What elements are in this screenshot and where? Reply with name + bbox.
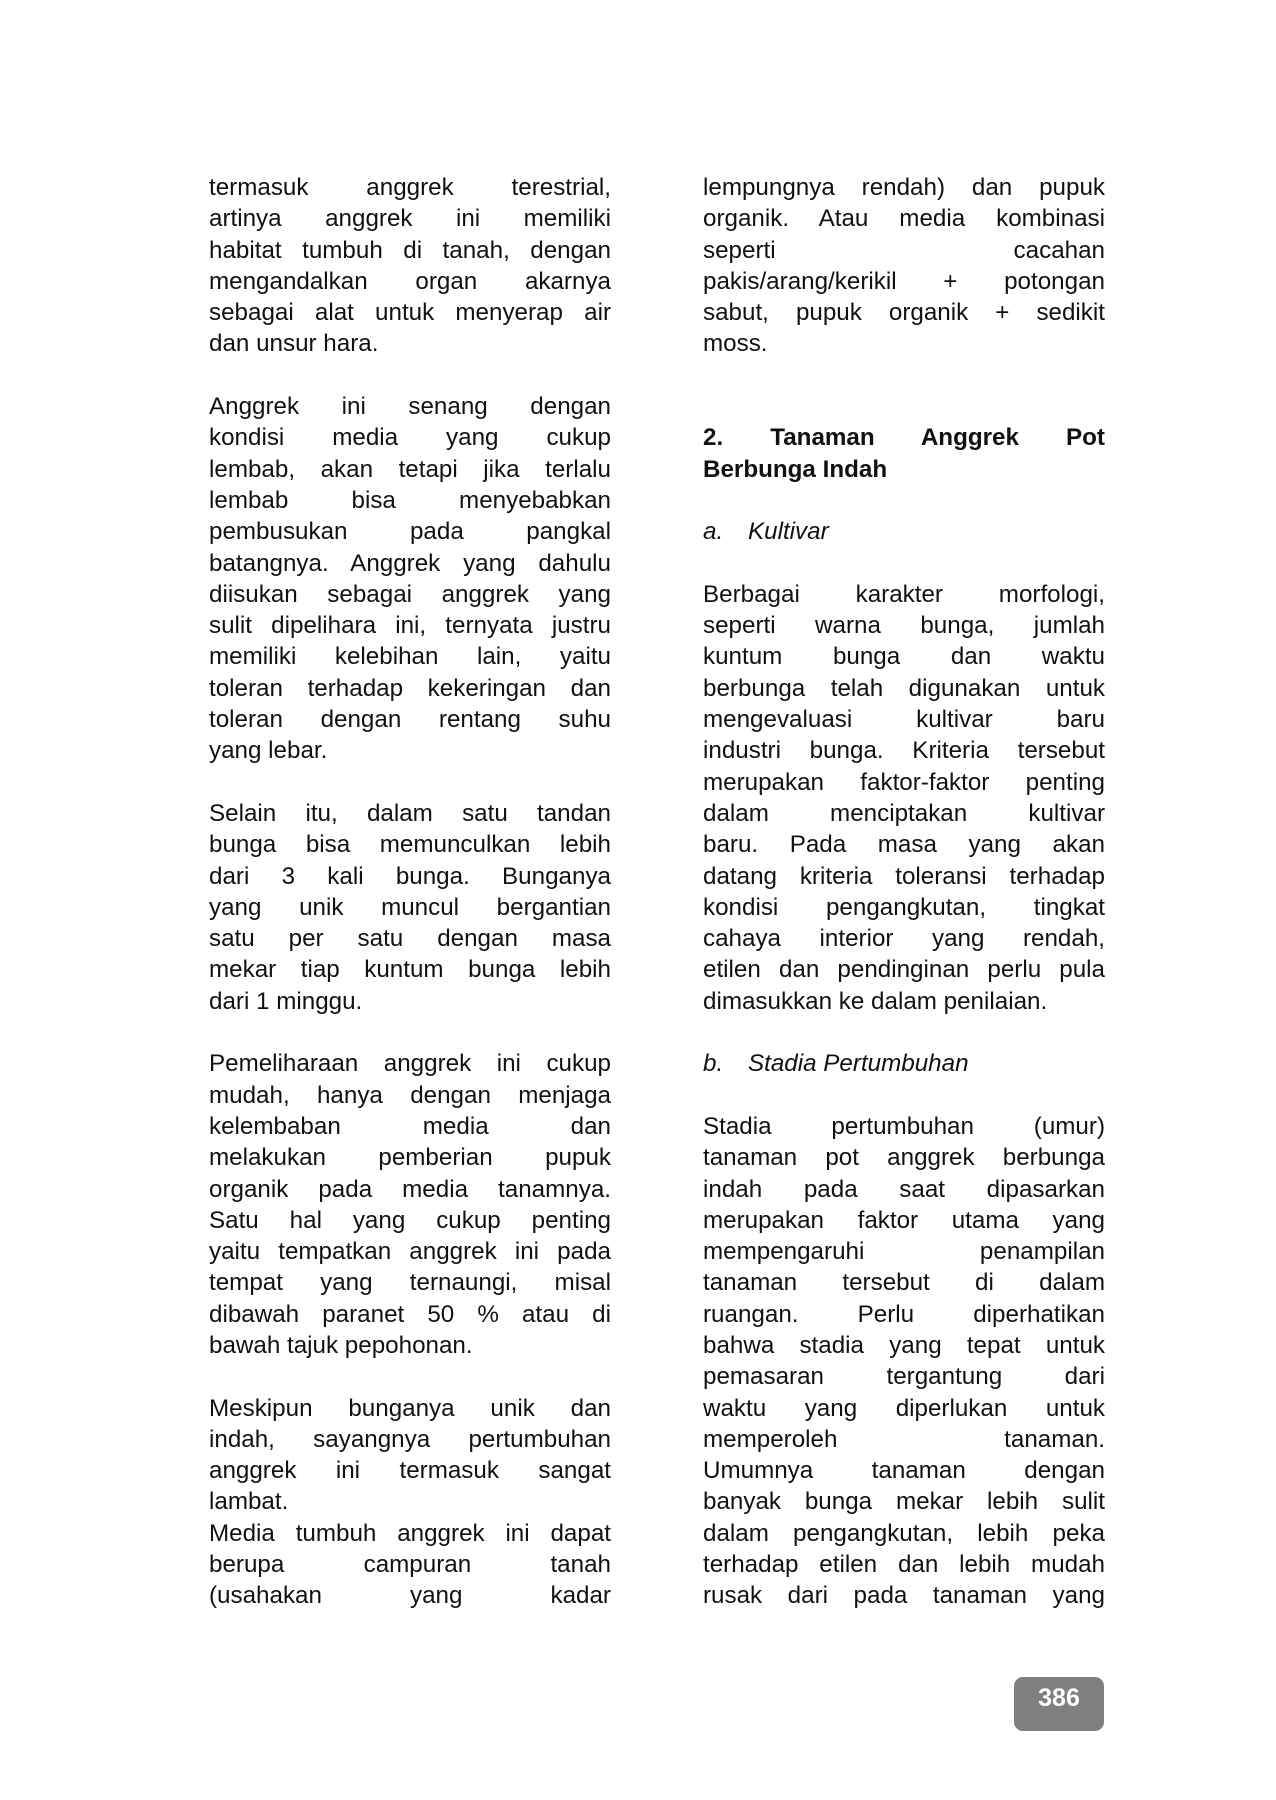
text-line: pemasaran tergantung dari xyxy=(703,1363,1105,1391)
text-line: mudah, hanya dengan menjaga xyxy=(209,1081,611,1109)
text-line: sulit dipelihara ini, ternyata justru xyxy=(209,612,611,640)
text-line: cahaya interior yang rendah, xyxy=(703,925,1105,953)
text-line: bunga bisa memunculkan lebih xyxy=(209,831,611,859)
text-line: Pemeliharaan anggrek ini cukup xyxy=(209,1050,611,1078)
text-line: lempungnya rendah) dan pupuk xyxy=(703,174,1105,201)
text-line: organik pada media tanamnya. xyxy=(209,1175,611,1203)
text-line: diisukan sebagai anggrek yang xyxy=(209,580,611,608)
text-line: banyak bunga mekar lebih sulit xyxy=(703,1488,1105,1516)
subsection-heading-stadia xyxy=(703,1048,1105,1079)
text-line: pembusukan pada pangkal xyxy=(209,518,611,546)
spacer xyxy=(703,391,1105,422)
text-line: memiliki kelebihan lain, yaitu xyxy=(209,643,611,671)
text-line: mengevaluasi kultivar baru xyxy=(703,706,1105,734)
text-line: mengandalkan organ akarnya xyxy=(209,267,611,295)
paragraph-growing-media xyxy=(209,1518,611,1612)
paragraph-media-continued xyxy=(703,172,1105,360)
text-line: kondisi pengangkutan, tingkat xyxy=(703,893,1105,921)
text-line: seperti warna bunga, jumlah xyxy=(703,612,1105,640)
text-line: terhadap etilen dan lebih mudah xyxy=(703,1551,1105,1579)
text-line: Media tumbuh anggrek ini dapat xyxy=(209,1519,611,1547)
text-line: rusak dari pada tanaman yang xyxy=(703,1582,1105,1610)
text-line: indah pada saat dipasarkan xyxy=(703,1175,1105,1203)
text-line: merupakan faktor utama yang xyxy=(703,1206,1105,1234)
text-line: waktu yang diperlukan untuk xyxy=(703,1394,1105,1422)
text-line: dalam menciptakan kultivar xyxy=(703,799,1105,827)
paragraph-humidity-conditions xyxy=(209,391,611,767)
text-line: mempengaruhi penampilan xyxy=(703,1238,1105,1266)
text-line: dimasukkan ke dalam penilaian. xyxy=(703,987,1048,1015)
text-line: moss. xyxy=(703,330,768,358)
text-line: Satu hal yang cukup penting xyxy=(209,1206,611,1234)
text-line: Selain itu, dalam satu tandan xyxy=(209,799,611,827)
section-heading xyxy=(703,422,1105,485)
text-line: mekar tiap kuntum bunga lebih xyxy=(209,956,611,984)
text-line: dari 3 kali bunga. Bunganya xyxy=(209,862,611,890)
text-line: yang unik muncul bergantian xyxy=(209,893,611,921)
paragraph-flower-bloom xyxy=(209,798,611,1017)
text-line: melakukan pemberian pupuk xyxy=(209,1144,611,1172)
subsection-title: Kultivar xyxy=(748,518,829,546)
heading-line: 2. Tanaman Anggrek Pot xyxy=(703,424,1105,452)
text-line: (usahakan yang kadar xyxy=(209,1582,611,1610)
paragraph-slow-growth xyxy=(209,1393,611,1518)
text-line: bahwa stadia yang tepat untuk xyxy=(703,1331,1105,1359)
text-line: seperti cacahan xyxy=(703,236,1105,264)
text-line: lembab, akan tetapi jika terlalu xyxy=(209,455,611,483)
text-line: dalam pengangkutan, lebih peka xyxy=(703,1519,1105,1547)
text-line: tempat yang ternaungi, misal xyxy=(209,1269,611,1297)
text-line: dari 1 minggu. xyxy=(209,987,363,1015)
text-line: ruangan. Perlu diperhatikan xyxy=(703,1300,1105,1328)
subsection-number: b. xyxy=(703,1050,724,1078)
text-line: termasuk anggrek terestrial, xyxy=(209,174,611,201)
paragraph-kultivar xyxy=(703,579,1105,1017)
subsection-title: Stadia Pertumbuhan xyxy=(748,1050,969,1078)
heading-line: Berbunga Indah xyxy=(703,455,888,483)
text-line: Umumnya tanaman dengan xyxy=(703,1457,1105,1485)
text-line: tanaman pot anggrek berbunga xyxy=(703,1144,1105,1172)
subsection-heading-kultivar xyxy=(703,516,1105,547)
text-line: Meskipun bunganya unik dan xyxy=(209,1394,611,1422)
text-line: Anggrek ini senang dengan xyxy=(209,393,611,421)
text-line: sabut, pupuk organik + sedikit xyxy=(703,299,1105,327)
text-line: sebagai alat untuk menyerap air xyxy=(209,299,611,327)
text-line: satu per satu dengan masa xyxy=(209,925,611,953)
text-line: Berbagai karakter morfologi, xyxy=(703,580,1105,608)
paragraph-terrestrial-habitat xyxy=(209,172,611,360)
text-line: kondisi media yang cukup xyxy=(209,424,611,452)
text-line: batangnya. Anggrek yang dahulu xyxy=(209,549,611,577)
text-line: habitat tumbuh di tanah, dengan xyxy=(209,236,611,264)
text-line: merupakan faktor-faktor penting xyxy=(703,768,1105,796)
text-line: yang lebar. xyxy=(209,737,328,765)
text-line: lembab bisa menyebabkan xyxy=(209,486,611,514)
text-line: tanaman tersebut di dalam xyxy=(703,1269,1105,1297)
text-line: memperoleh tanaman. xyxy=(703,1425,1105,1453)
subsection-number: a. xyxy=(703,518,724,546)
text-line: datang kriteria toleransi terhadap xyxy=(703,862,1105,890)
text-line: Stadia pertumbuhan (umur) xyxy=(703,1112,1105,1140)
text-line: indah, sayangnya pertumbuhan xyxy=(209,1425,611,1453)
text-line: organik. Atau media kombinasi xyxy=(703,205,1105,233)
text-line: yaitu tempatkan anggrek ini pada xyxy=(209,1238,611,1266)
text-line: lambat. xyxy=(209,1488,289,1516)
text-line: berupa campuran tanah xyxy=(209,1551,611,1579)
text-line: toleran dengan rentang suhu xyxy=(209,706,611,734)
paragraph-stadia xyxy=(703,1111,1105,1612)
text-line: baru. Pada masa yang akan xyxy=(703,831,1105,859)
text-line: pakis/arang/kerikil + potongan xyxy=(703,267,1105,295)
text-line: berbunga telah digunakan untuk xyxy=(703,674,1105,702)
text-line: industri bunga. Kriteria tersebut xyxy=(703,737,1105,765)
left-column xyxy=(209,172,611,1612)
page-number-badge: 386 xyxy=(1014,1677,1104,1731)
right-column xyxy=(703,172,1105,1612)
text-line: kuntum bunga dan waktu xyxy=(703,643,1105,671)
text-line: artinya anggrek ini memiliki xyxy=(209,205,611,233)
text-line: dan unsur hara. xyxy=(209,330,379,358)
text-line: toleran terhadap kekeringan dan xyxy=(209,674,611,702)
text-line: anggrek ini termasuk sangat xyxy=(209,1457,611,1485)
paragraph-maintenance xyxy=(209,1048,611,1361)
text-line: dibawah paranet 50 % atau di xyxy=(209,1300,611,1328)
text-line: bawah tajuk pepohonan. xyxy=(209,1331,473,1359)
text-line: etilen dan pendinginan perlu pula xyxy=(703,956,1105,984)
text-line: kelembaban media dan xyxy=(209,1112,611,1140)
